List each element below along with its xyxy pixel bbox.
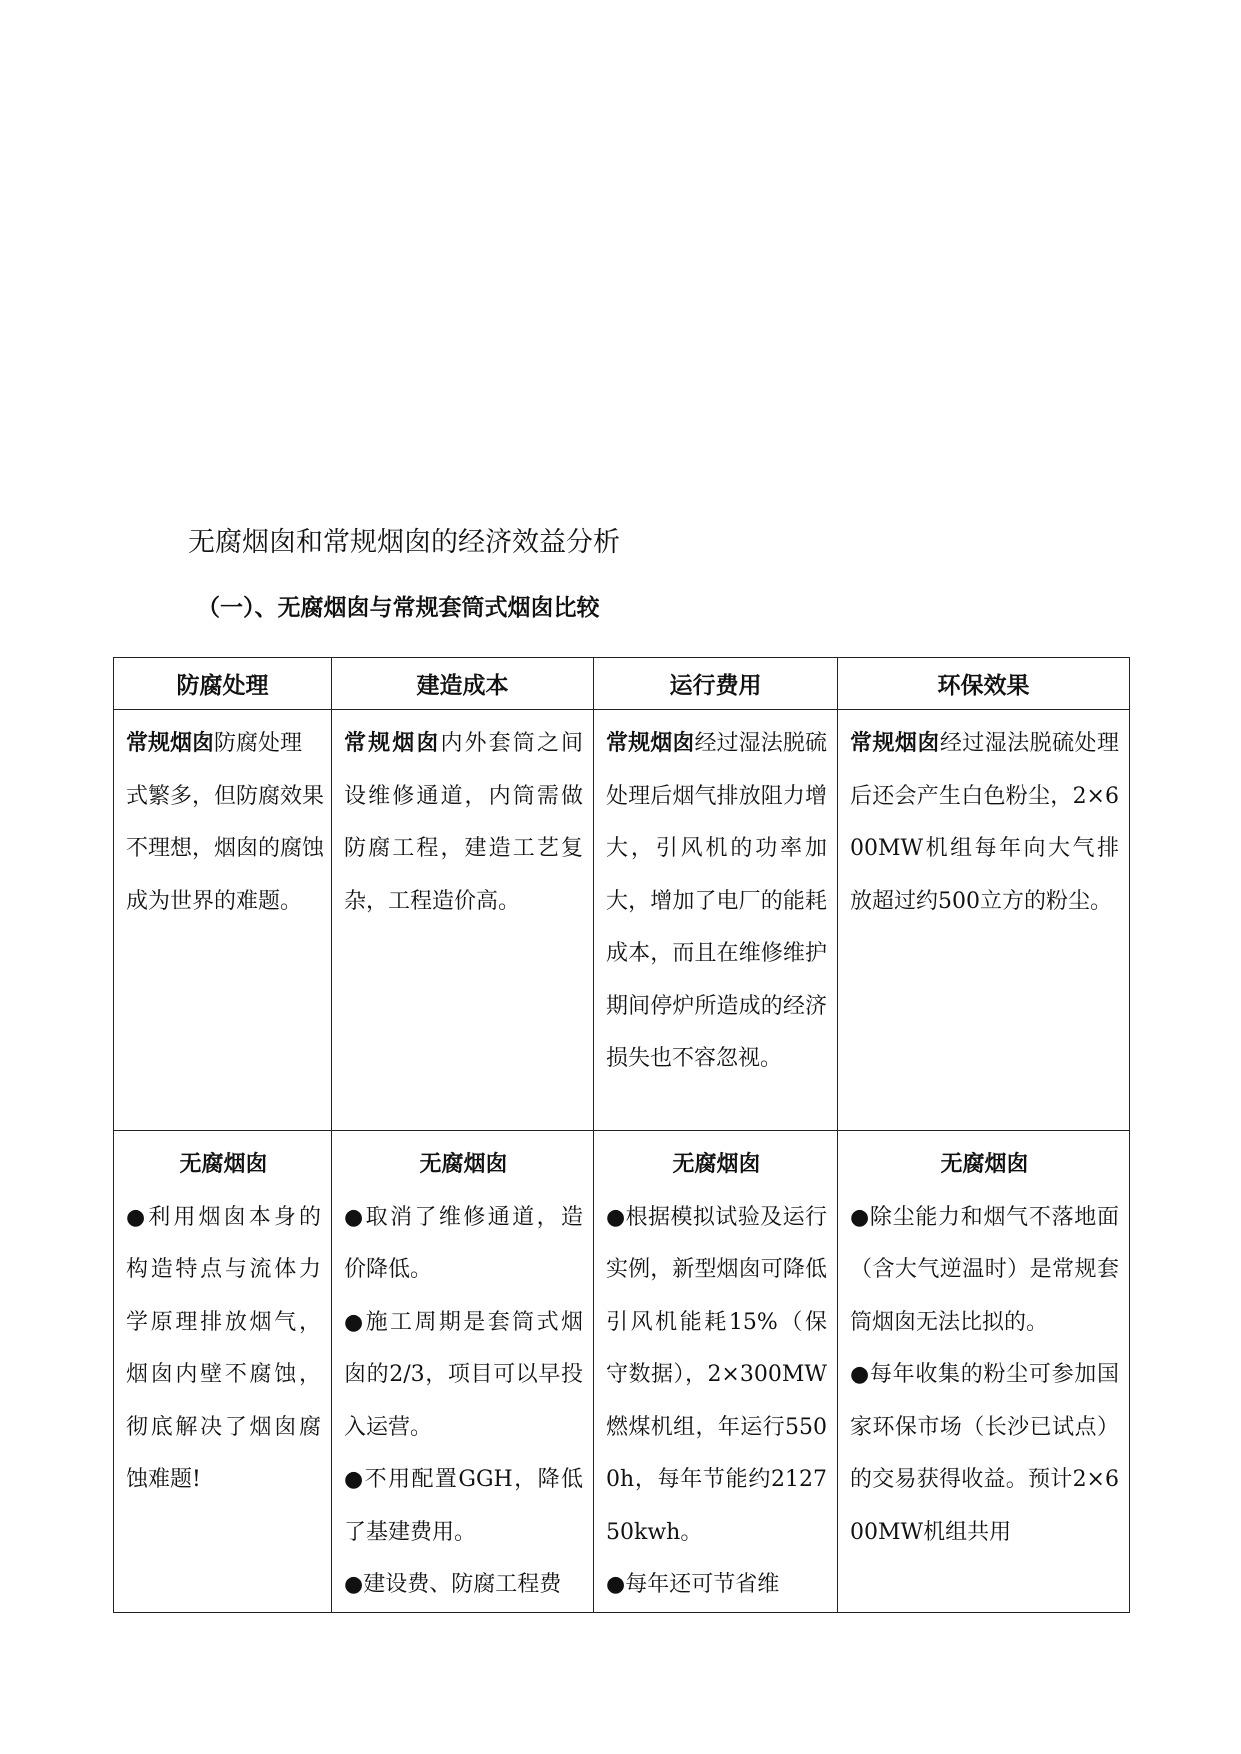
cell-paragraph: ●利用烟囱本身的构造特点与流体力学原理排放烟气，烟囱内壁不腐蚀，彻底解决了烟囱腐蚀难题!	[126, 1204, 321, 1492]
table-header-row	[114, 658, 1130, 710]
section-title: （一）、无腐烟囱与常规套筒式烟囱比较	[197, 595, 600, 621]
cell-paragraph: ●根据模拟试验及运行实例，新型烟囱可降低引风机能耗15%（保守数据），2×300MW燃煤机组，年运行5500h，每年节能约212750kwh。	[606, 1204, 827, 1545]
cell-paragraph: ●建设费、防腐工程费	[344, 1572, 562, 1597]
cell-subheading: 无腐烟囱	[419, 1152, 508, 1177]
header-construction-cost: 建造成本	[332, 658, 594, 710]
lead-label: 常规烟囱	[850, 731, 940, 756]
cell-text: 经过湿法脱硫处理后烟气排放阻力增大，引风机的功率加大，增加了电厂的能耗成本，而且在维修维护期间停炉所造成的经济损失也不容忽视。	[606, 731, 827, 1071]
cell-noncorrosive-anticorrosion	[114, 1131, 332, 1613]
document-title: 无腐烟囱和常规烟囱的经济效益分析	[188, 527, 620, 558]
cell-text: 经过湿法脱硫处理后还会产生白色粉尘，2×600MW机组每年向大气排放超过约500立方的粉尘。	[850, 731, 1119, 914]
cell-paragraph: ●施工周期是套筒式烟囱的2/3，项目可以早投入运营。	[344, 1309, 583, 1440]
cell-text: 防腐处理	[214, 731, 303, 756]
lead-label: 常规烟囱	[606, 731, 695, 756]
cell-paragraph: ●每年还可节省维	[606, 1572, 780, 1597]
header-operating-cost: 运行费用	[594, 658, 838, 710]
lead-label: 常规烟囱	[344, 731, 441, 756]
cell-noncorrosive-environmental	[838, 1131, 1130, 1613]
cell-paragraph: ●除尘能力和烟气不落地面（含大气逆温时）是常规套筒烟囱无法比拟的。	[850, 1204, 1119, 1335]
cell-subheading: 无腐烟囱	[672, 1152, 761, 1177]
table-row-conventional	[114, 710, 1130, 1131]
cell-conventional-construction	[332, 710, 594, 1131]
cell-paragraph: ●取消了维修通道，造价降低。	[344, 1204, 583, 1282]
text-line: 式繁多，但防腐效果	[126, 783, 325, 809]
cell-paragraph: ●不用配置GGH，降低了基建费用。	[344, 1467, 583, 1545]
cell-conventional-environmental	[838, 710, 1130, 1131]
lead-label: 常规烟囱	[126, 731, 215, 756]
header-environmental-effect: 环保效果	[838, 658, 1130, 710]
cell-conventional-operating	[594, 710, 838, 1131]
table-row-noncorrosive	[114, 1131, 1130, 1613]
text-line: 不理想，烟囱的腐蚀	[126, 836, 325, 861]
text-line	[126, 718, 321, 771]
cell-text: 内外套筒之间设维修通道，内筒需做防腐工程，建造工艺复杂，工程造价高。	[344, 731, 583, 914]
cell-conventional-anticorrosion	[114, 710, 332, 1131]
header-anticorrosion: 防腐处理	[114, 658, 332, 710]
cell-subheading: 无腐烟囱	[179, 1152, 268, 1177]
cell-subheading: 无腐烟囱	[940, 1152, 1029, 1177]
cell-noncorrosive-construction	[332, 1131, 594, 1613]
cell-noncorrosive-operating	[594, 1131, 838, 1613]
cell-paragraph: ●每年收集的粉尘可参加国家环保市场（长沙已试点）的交易获得收益。预计2×600MW机组共用	[850, 1362, 1119, 1545]
text-line: 成为世界的难题。	[126, 888, 303, 914]
comparison-table	[113, 657, 1130, 1613]
